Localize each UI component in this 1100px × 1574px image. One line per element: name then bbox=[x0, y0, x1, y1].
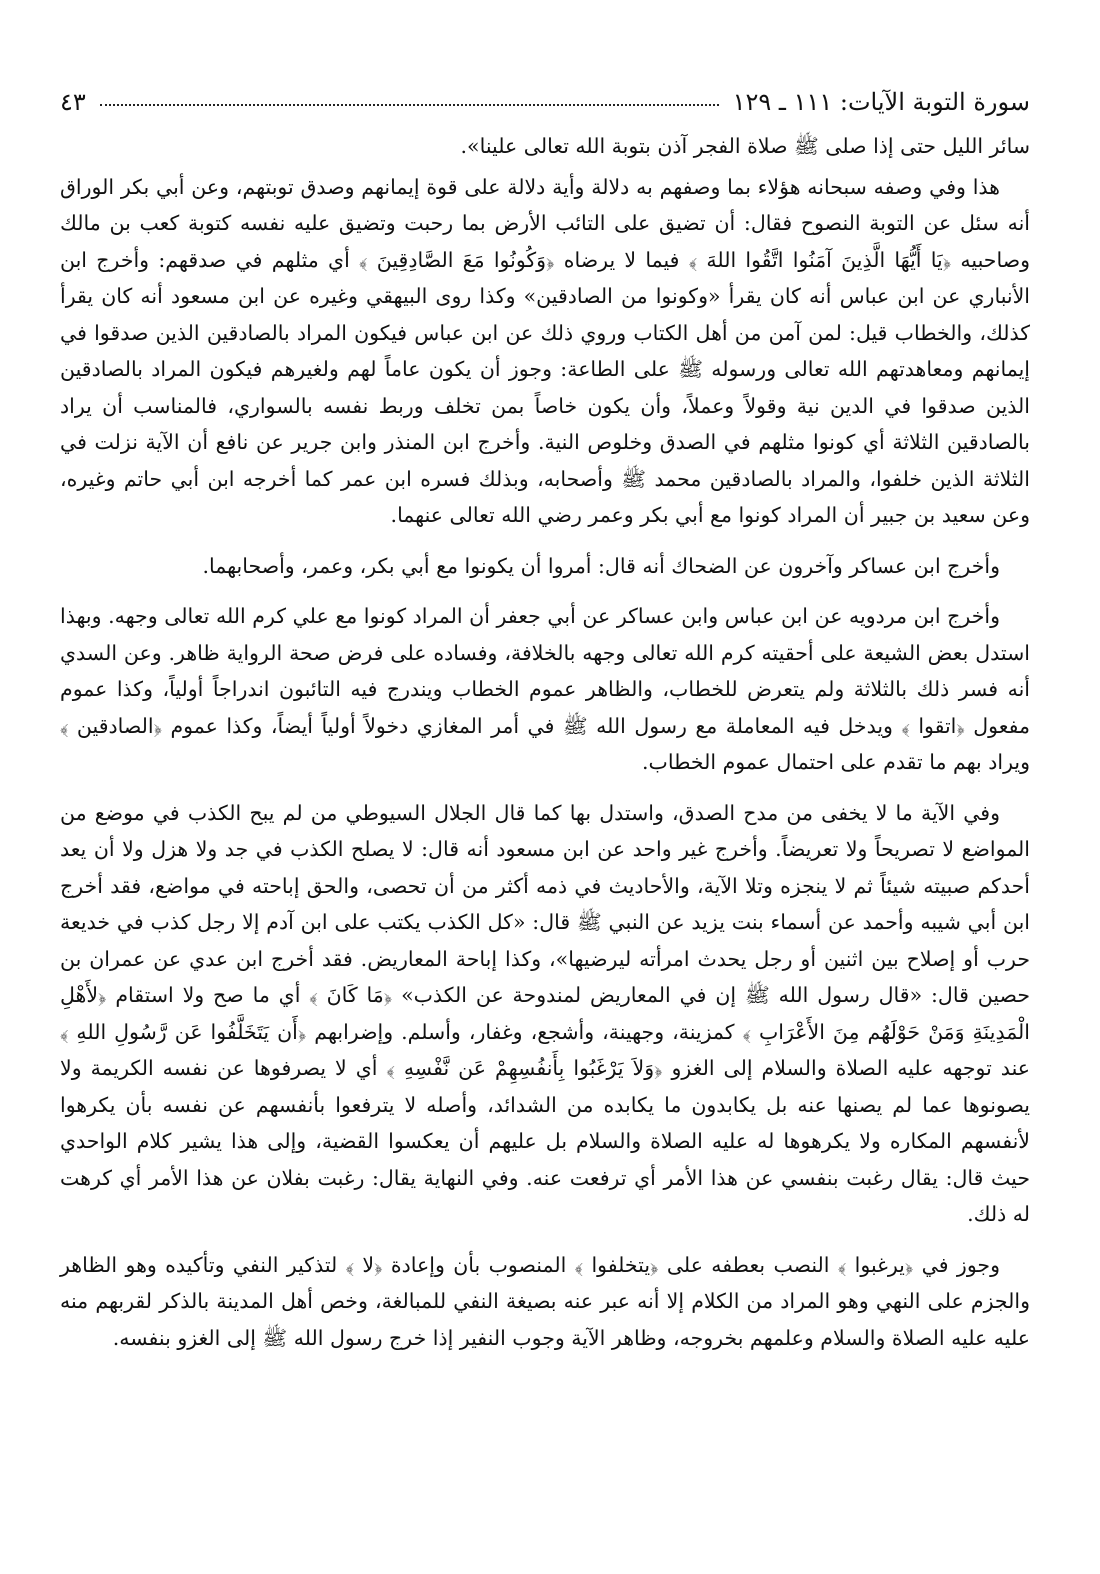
running-header bbox=[60, 70, 1030, 116]
paragraph: وأخرج ابن مردويه عن ابن عباس وابن عساكر عن أبي جعفر أن المراد كونوا مع علي كرم الله تعالى وجهه. وبهذا استدل بعض الشيعة على أحقيته كرم الله تعالى وجهه بالخلافة، وفساده على فرض صحة الرواية ظاهر. وعن السدي أنه فسر ذلك بالثلاثة ولم يتعرض للخطاب، والظاهر عموم الخطاب ويندرج فيه التائبون اندراجاً أولياً، وكذا عموم مفعول ﴿اتقوا ﴾ ويدخل فيه المعاملة مع رسول الله ﷺ في أمر المغازي دخولاً أولياً أيضاً، وكذا عموم ﴿الصادقين ﴾ ويراد بهم ما تقدم على احتمال عموم الخطاب. bbox=[60, 604, 1030, 774]
paragraph: وأخرج ابن عساكر وآخرون عن الضحاك أنه قال: أمروا أن يكونوا مع أبي بكر، وعمر، وأصحابهما. bbox=[202, 553, 1000, 578]
book-page bbox=[60, 70, 1030, 1360]
page-number: ٤٣ bbox=[60, 88, 86, 116]
paragraph: وجوز في ﴿يرغبوا ﴾ النصب بعطفه على ﴿يتخلفوا ﴾ المنصوب بأن وإعادة ﴿لا ﴾ لتذكير النفي وتأكيده وهو الظاهر والجزم على النهي وهو المراد من الكلام إلا أنه عبر عنه بصيغة النفي للمبالغة، وخص أهل المدينة بالذكر لقربهم منه عليه عليه الصلاة والسلام وعلمهم بخروجه، وظاهر الآية وجوب النفير إذا خرج رسول الله ﷺ إلى الغزو بنفسه. bbox=[60, 1252, 1030, 1350]
chapter-title: سورة التوبة الآيات: ١١١ ـ ١٢٩ bbox=[732, 88, 1030, 116]
dotted-leader bbox=[100, 104, 719, 106]
paragraph: وفي الآية ما لا يخفى من مدح الصدق، واستدل بها كما قال الجلال السيوطي من لم يبح الكذب في موضع من المواضع لا تصريحاً ولا تعريضاً. وأخرج غير واحد عن ابن مسعود أنه قال: لا يصلح الكذب في جد ولا هزل ولا أن يعد أحدكم صبيته شيئاً ثم لا ينجزه وتلا الآية، والأحاديث في ذمه أكثر من أن تحصى، والحق إباحته في مواضع، فقد أخرج ابن أبي شيبه وأحمد عن أسماء بنت يزيد عن النبي ﷺ قال: «كل الكذب يكتب على ابن آدم إلا رجل كذب في خديعة حرب أو إصلاح بين اثنين أو رجل يحدث امرأته ليرضيها»، وكذا إباحة المعاريض. فقد أخرج ابن عدي عن عمران بن حصين قال: «قال رسول الله ﷺ إن في المعاريض لمندوحة عن الكذب» ﴿مَا كَانَ ﴾ أي ما صح ولا استقام ﴿لأَهْلِ الْمَدِينَةِ وَمَنْ حَوْلَهُم مِنَ الأَعْرَابِ ﴾ كمزينة، وجهينة، وأشجع، وغفار، وأسلم. وإضرابهم ﴿أَن يَتَخَلَّفُوا عَن رَّسُولِ اللهِ ﴾ عند توجهه عليه الصلاة والسلام إلى الغزو ﴿وَلاَ يَرْغَبُوا بِأَنفُسِهِمْ عَن نَّفْسِهِ ﴾ أي لا يصرفوها عن نفسه الكريمة ولا يصونوها عما لم يصنها عنه بل يكابدون ما يكابده من الشدائد، وأصله لا يترفعوا بأنفسهم عن نفسه بأن يكرهوا لأنفسهم المكاره ولا يكرهوها له عليه الصلاة والسلام بل عليهم أن يعكسوا القضية، وإلى هذا يشير كلام الواحدي حيث قال: يقال رغبت بنفسي عن هذا الأمر أي ترفعت عنه. وفي النهاية يقال: رغبت بفلان عن هذا الأمر أي كرهت له ذلك. bbox=[60, 800, 1030, 1226]
paragraph: هذا وفي وصفه سبحانه هؤلاء بما وصفهم به دلالة وأية دلالة على قوة إيمانهم وصدق توبتهم، وعن أبي بكر الوراق أنه سئل عن التوبة النصوح فقال: أن تضيق على التائب الأرض بما رحبت وتضيق عليه نفسه كتوبة كعب بن مالك وصاحبيه ﴿يَا أَيُّهَا الَّذِينَ آمَنُوا اتَّقُوا اللهَ ﴾ فيما لا يرضاه ﴿وَكُونُوا مَعَ الصَّادِقِينَ ﴾ أي مثلهم في صدقهم: وأخرج ابن الأنباري عن ابن عباس أنه كان يقرأ «وكونوا من الصادقين» وكذا روى البيهقي وغيره عن ابن مسعود أنه كان يقرأ كذلك، والخطاب قيل: لمن آمن من أهل الكتاب وروي ذلك عن ابن عباس فيكون المراد بالصادقين الذين صدقوا في إيمانهم ومعاهدتهم الله تعالى ورسوله ﷺ على الطاعة: وجوز أن يكون عاماً لهم ولغيرهم فيكون المراد بالصادقين الذين صدقوا في الدين نية وقولاً وعملاً، وأن يكون خاصاً بمن تخلف وربط نفسه بالسواري، فالمناسب أن يراد بالصادقين الثلاثة أي كونوا مثلهم في الصدق وخلوص النية. وأخرج ابن المنذر وابن جرير عن نافع أن الآية نزلت في الثلاثة الذين خلفوا، والمراد بالصادقين محمد ﷺ وأصحابه، وبذلك فسره ابن عمر كما أخرجه ابن أبي حاتم وغيره، وعن سعيد بن جبير أن المراد كونوا مع أبي بكر وعمر رضي الله تعالى عنهما. bbox=[60, 174, 1030, 527]
paragraph: سائر الليل حتى إذا صلى ﷺ صلاة الفجر آذن بتوبة الله تعالى علينا». bbox=[460, 134, 1030, 158]
body-text bbox=[60, 128, 1030, 1356]
